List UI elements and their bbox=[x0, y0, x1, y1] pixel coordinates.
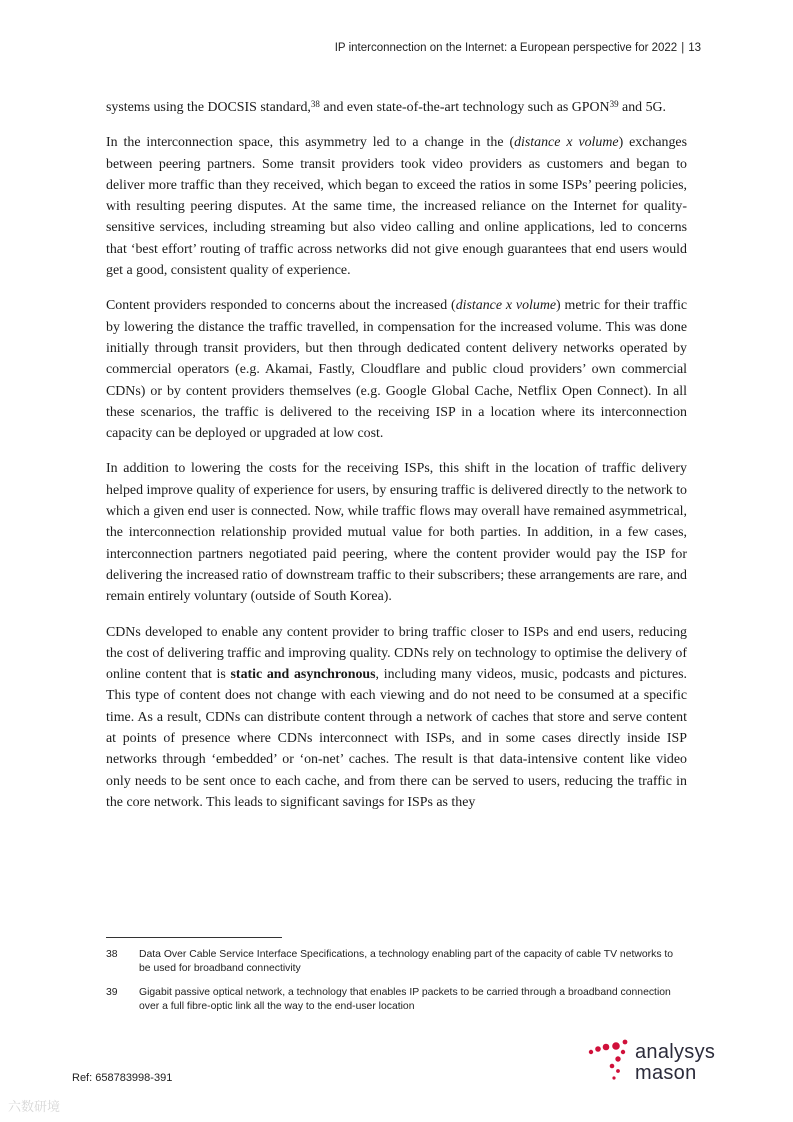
body-text bbox=[106, 97, 687, 827]
logo-wordmark: analysys mason bbox=[635, 1041, 716, 1084]
logo-dots-icon bbox=[585, 1038, 635, 1090]
footnote-ref-39[interactable]: 39 bbox=[609, 99, 619, 109]
paragraph-5: CDNs developed to enable any content provider to bring traffic closer to ISPs and end users, reducing the cost of delivering traffic and improving quality. CDNs rely on technology to optimise the delivery of online content that is static and asynchronous, including many videos, music, podcasts and pictures. This type of content does not change with each viewing and do not need to be consumed at a specific time. As a result, CDNs can distribute content through a network of caches that store and serve content at points of presence where CDNs interconnect with ISPs, and in some cases directly inside ISP networks through ‘embedded’ or ‘on-net’ caches. The result is that data-intensive content like video only needs to be sent once to each cache, and from there can be served to users, reducing the traffic in the core network. This leads to significant savings for ISPs as they bbox=[106, 624, 688, 810]
paragraph-2: In the interconnection space, this asymmetry led to a change in the (distance x volume) exchanges between peering partners. Some transit providers took video providers as customers and began to deliver more traffic than they received, which began to exceed the ratios in some ISPs’ peering policies, with resulting peering disputes. At the same time, the increased reliance on the Internet for quality-sensitive services, including streaming but also video calling and online applications, led to concerns that ‘best effort’ routing of traffic across networks did not give enough guarantees that end users would get a good, consistent quality of experience. bbox=[106, 135, 687, 279]
logo-dot bbox=[615, 1056, 620, 1061]
running-header bbox=[335, 42, 701, 54]
logo-dot bbox=[595, 1046, 601, 1052]
footnote-ref-38[interactable]: 38 bbox=[310, 99, 320, 109]
paragraph-1: systems using the DOCSIS standard,$^{38}$ and even state-of-the-art technology such as GPON$^{39}$ and 5G. bbox=[106, 99, 667, 115]
logo-dot bbox=[589, 1050, 593, 1054]
bold-static-asynchronous: static and asynchronous bbox=[230, 667, 376, 683]
footnote-text: Gigabit passive optical network, a technology that enables IP packets to be carried through a broadband connection over a full fibre-optic link all the way to the end-user location bbox=[139, 987, 671, 1012]
analysys-mason-logo bbox=[585, 1038, 735, 1090]
logo-dot bbox=[610, 1064, 615, 1069]
watermark: 六数研境 bbox=[8, 1100, 61, 1115]
footnote-38 bbox=[106, 948, 676, 976]
footnote-divider bbox=[106, 937, 282, 938]
paragraph-4: In addition to lowering the costs for the receiving ISPs, this shift in the location of traffic delivery helped improve quality of experience for users, by ensuring traffic is delivered directly to the network to which a given end user is connected. Now, while traffic flows may overall have remained asymmetrical, the interconnection relationship provided mutual value for both parties. In addition, in a few cases, interconnection partners negotiated paid peering, where the content provider would pay the ISP for delivering the increased ratio of downstream traffic to their subscribers; these arrangements are rare, and remain entirely voluntary (outside of South Korea). bbox=[106, 461, 687, 605]
logo-dot bbox=[603, 1044, 610, 1051]
header-separator: | bbox=[681, 42, 685, 54]
header-title: IP interconnection on the Internet: a European perspective for 2022 bbox=[334, 42, 678, 54]
footnote-number: 38 bbox=[106, 949, 118, 960]
logo-dot bbox=[621, 1050, 625, 1054]
document-reference: Ref: 658783998-391 bbox=[72, 1072, 173, 1084]
page-number: 13 bbox=[688, 42, 701, 54]
logo-dot bbox=[616, 1069, 620, 1073]
footnote-text: Data Over Cable Service Interface Specifications, a technology enabling part of the capacity of cable TV networks to be used for broadband connectivity bbox=[139, 949, 674, 974]
logo-dot bbox=[623, 1040, 628, 1045]
emphasis-distance-volume: distance x volume bbox=[514, 135, 619, 151]
logo-dot bbox=[612, 1076, 615, 1079]
paragraph-3: Content providers responded to concerns about the increased (distance x volume) metric for their traffic by lowering the distance the traffic travelled, in compensation for the increased volume. This was done initially through transit providers, but then through dedicated content delivery networks operated by commercial operators (e.g. Akamai, Fastly, Cloudflare and public cloud providers’ own commercial CDNs) or by content providers themselves (e.g. Google Global Cache, Netflix Open Connect). In all these scenarios, the traffic is delivered to the receiving ISP in a location where its interconnection capacity can be deployed or upgraded at low cost. bbox=[106, 298, 688, 442]
footnote-39 bbox=[106, 986, 676, 1014]
logo-dot bbox=[612, 1042, 620, 1050]
footnote-number: 39 bbox=[106, 987, 118, 998]
emphasis-distance-volume: distance x volume bbox=[455, 298, 557, 314]
